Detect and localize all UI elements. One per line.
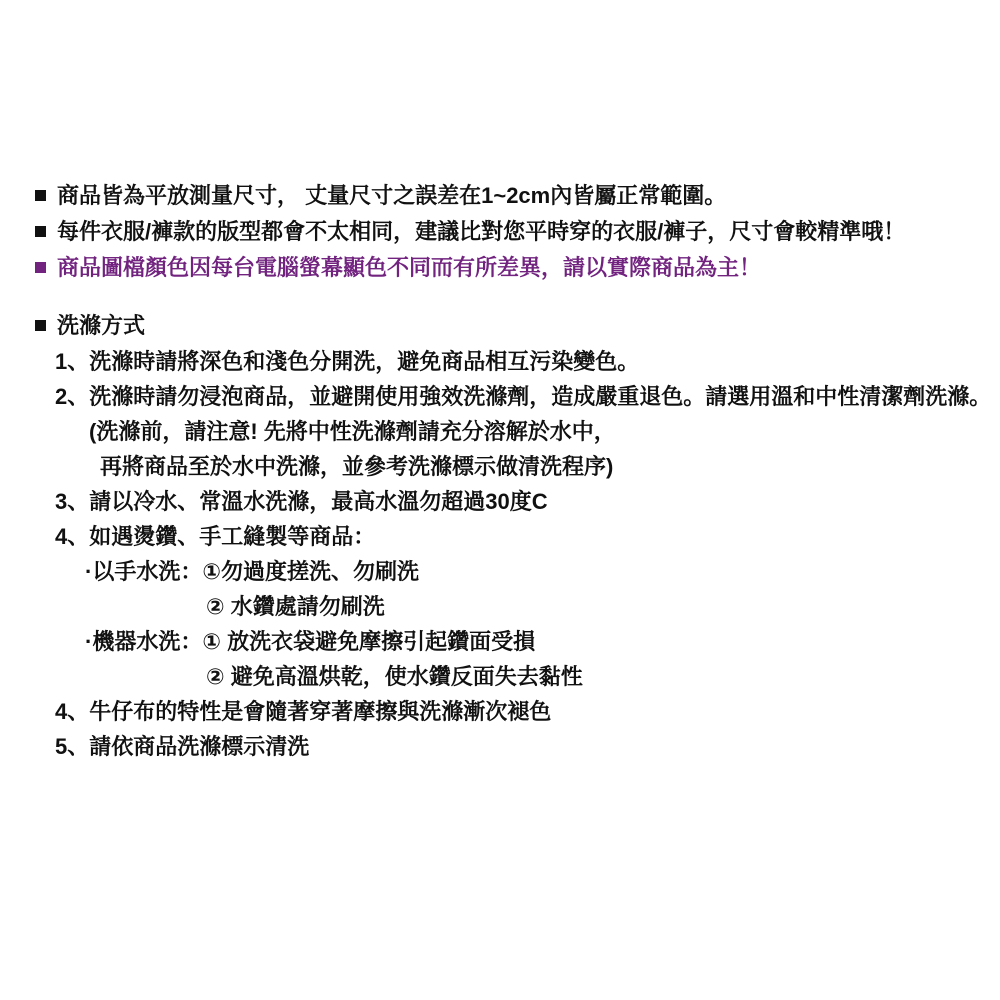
- bullet-square-icon: [35, 190, 46, 201]
- wash-line-denim: 4、牛仔布的特性是會隨著穿著摩擦與洗滌漸次褪色: [55, 699, 552, 724]
- wash-line-hand-wash: ·以手水洗：①勿過度搓洗、勿刷洗: [85, 559, 419, 584]
- washing-lines: [35, 344, 1000, 764]
- wash-line-hand-wash-2: ② 水鑽處請勿刷洗: [206, 594, 385, 619]
- wash-line-5: 5、請依商品洗滌標示清洗: [55, 734, 310, 759]
- note-line-fit: [35, 214, 1000, 250]
- wash-line-2-note-b: 再將商品至於水中洗滌，並參考洗滌標示做清洗程序): [100, 454, 614, 479]
- wash-line-1: 1、洗滌時請將深色和淺色分開洗，避免商品相互污染變色。: [55, 349, 640, 374]
- bullet-square-icon: [35, 226, 46, 237]
- wash-line-2-note-a: (洗滌前，請注意! 先將中性洗滌劑請充分溶解於水中，: [89, 419, 616, 444]
- note-line-color-disclaimer: [35, 250, 1000, 286]
- bullet-square-icon: [35, 262, 46, 273]
- wash-line-4: 4、如遇燙鑽、手工縫製等商品：: [55, 524, 376, 549]
- wash-line-machine-wash-2: ② 避免高溫烘乾，使水鑽反面失去黏性: [206, 664, 583, 689]
- note-text: 商品圖檔顏色因每台電腦螢幕顯色不同而有所差異，請以實際商品為主！: [57, 255, 762, 280]
- note-line-measurement: [35, 178, 1000, 214]
- washing-instructions: [35, 308, 1000, 764]
- bullet-square-icon: [35, 320, 46, 331]
- wash-line-2: 2、洗滌時請勿浸泡商品，並避開使用強效洗滌劑，造成嚴重退色。請選用溫和中性清潔劑洗滌。: [55, 384, 992, 409]
- washing-section-header: [35, 308, 1000, 344]
- measurement-notes: [35, 178, 1000, 286]
- wash-line-3: 3、請以冷水、常溫水洗滌，最高水溫勿超過30度C: [55, 489, 548, 514]
- wash-line-machine-wash: ·機器水洗：① 放洗衣袋避免摩擦引起鑽面受損: [85, 629, 536, 654]
- note-text: 商品皆為平放測量尺寸， 丈量尺寸之誤差在1~2cm內皆屬正常範圍。: [57, 183, 727, 208]
- washing-header-text: 洗滌方式: [57, 313, 146, 338]
- note-text: 每件衣服/褲款的版型都會不太相同，建議比對您平時穿的衣服/褲子，尺寸會較精準哦！: [57, 219, 906, 244]
